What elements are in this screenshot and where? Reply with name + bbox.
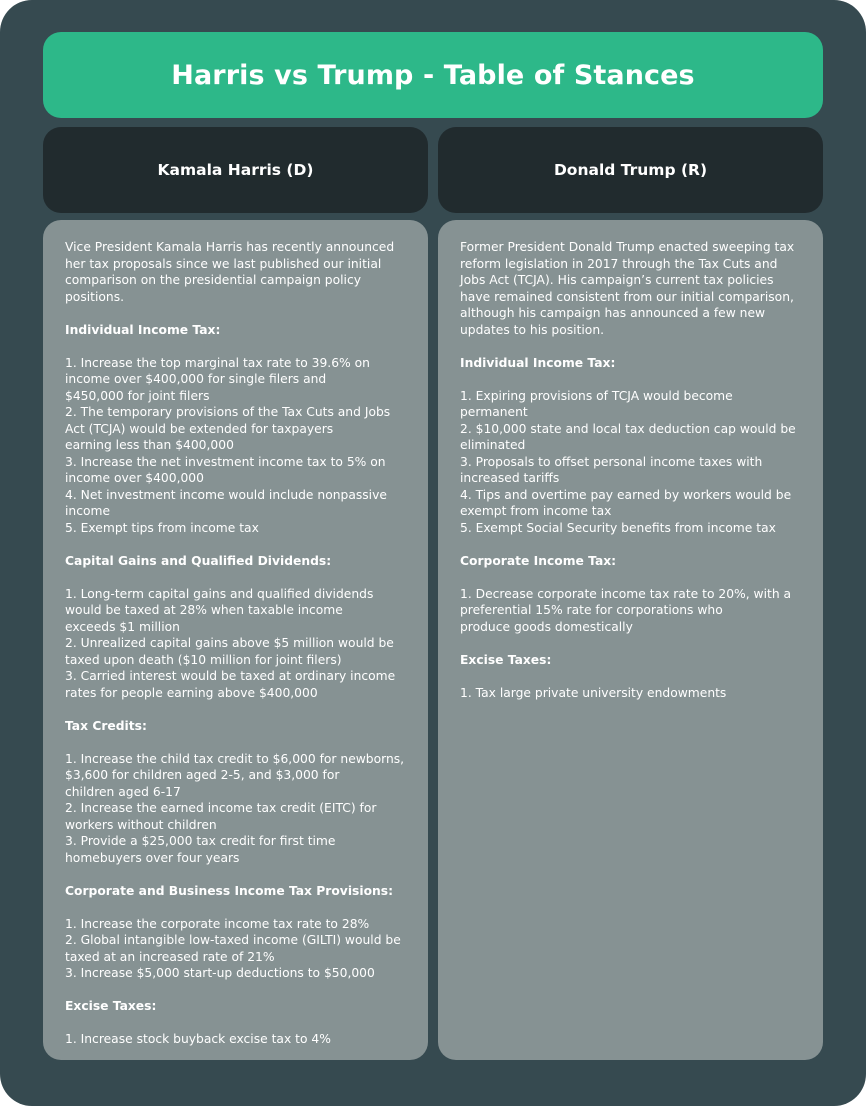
trump-intro: Former President Donald Trump enacted sweeping tax reform legislation in 2017 through the Tax Cuts and Jobs Act (TCJA). His campaign’s current tax policies have remained consistent from our initial comparison, although his campaign has announced a few new updates to his position.	[460, 240, 795, 337]
list-item: 1. Increase the child tax credit to $6,000 for newborns, $3,600 for children aged 2-5, and $3,000 for children aged 6-17	[65, 751, 405, 799]
section-items	[65, 586, 408, 702]
list-item: 5. Exempt Social Security benefits from income tax	[460, 520, 776, 535]
list-item: 2. The temporary provisions of the Tax Cuts and Jobs Act (TCJA) would be extended for taxpayers earning less than $400,000	[65, 405, 391, 452]
section-items	[460, 388, 803, 537]
trump-sections	[460, 355, 803, 702]
section-items	[65, 751, 408, 867]
list-item: 1. Long-term capital gains and qualified dividends would be taxed at 28% when taxable income exceeds $1 million	[65, 586, 374, 634]
section-items	[65, 355, 408, 537]
harris-intro: Vice President Kamala Harris has recently announced her tax proposals since we last published our initial comparison on the presidential campaign policy positions.	[65, 240, 395, 304]
list-item: 1. Decrease corporate income tax rate to 20%, with a preferential 15% rate for corporations who produce goods domestically	[460, 586, 792, 634]
list-item: 2. $10,000 state and local tax deduction cap would be eliminated	[460, 421, 796, 452]
list-item: 3. Provide a $25,000 tax credit for first time homebuyers over four years	[65, 834, 336, 865]
list-item: 5. Exempt tips from income tax	[65, 520, 259, 535]
list-item: 1. Expiring provisions of TCJA would become permanent	[460, 388, 733, 419]
list-item: 2. Global intangible low-taxed income (GILTI) would be taxed at an increased rate of 21%	[65, 933, 401, 964]
list-item: 4. Tips and overtime pay earned by workers would be exempt from income tax	[460, 487, 792, 518]
section-items	[65, 1031, 408, 1048]
list-item: 3. Increase $5,000 start-up deductions to $50,000	[65, 966, 375, 980]
section-title: Individual Income Tax:	[65, 322, 221, 337]
list-item: 3. Carried interest would be taxed at ordinary income rates for people earning above $400,000	[65, 669, 396, 700]
trump-column-header	[438, 127, 823, 213]
list-item: 2. Unrealized capital gains above $5 million would be taxed upon death ($10 million for joint filers)	[65, 636, 394, 667]
section-title: Tax Credits:	[65, 718, 147, 733]
trump-column-body	[438, 220, 823, 1060]
page-title: Harris vs Trump - Table of Stances	[171, 59, 695, 91]
section-title: Excise Taxes:	[65, 999, 157, 1013]
harris-sections	[65, 322, 408, 1048]
list-item: 1. Increase stock buyback excise tax to 4%	[65, 1032, 331, 1046]
section-items	[460, 586, 803, 636]
section-title: Individual Income Tax:	[460, 355, 616, 370]
list-item: 1. Tax large private university endowments	[460, 685, 727, 700]
section-title: Corporate Income Tax:	[460, 553, 617, 568]
list-item: 4. Net investment income would include nonpassive income	[65, 487, 387, 518]
title-banner	[43, 32, 823, 118]
list-item: 1. Increase the corporate income tax rate to 28%	[65, 916, 370, 931]
list-item: 3. Increase the net investment income tax to 5% on income over $400,000	[65, 454, 386, 485]
list-item: 2. Increase the earned income tax credit (EITC) for workers without children	[65, 801, 377, 832]
trump-header-label: Donald Trump (R)	[553, 161, 708, 179]
harris-header-label: Kamala Harris (D)	[157, 161, 314, 179]
section-items	[65, 916, 408, 982]
section-title: Excise Taxes:	[460, 652, 552, 667]
section-title: Corporate and Business Income Tax Provisions:	[65, 883, 394, 898]
list-item: 3. Proposals to offset personal income taxes with increased tariffs	[460, 454, 763, 485]
harris-column-body	[43, 220, 428, 1060]
section-items	[460, 685, 803, 702]
section-title: Capital Gains and Qualified Dividends:	[65, 553, 332, 568]
harris-column-header	[43, 127, 428, 213]
list-item: 1. Increase the top marginal tax rate to 39.6% on income over $400,000 for single filers and $450,000 for joint filers	[65, 355, 370, 403]
